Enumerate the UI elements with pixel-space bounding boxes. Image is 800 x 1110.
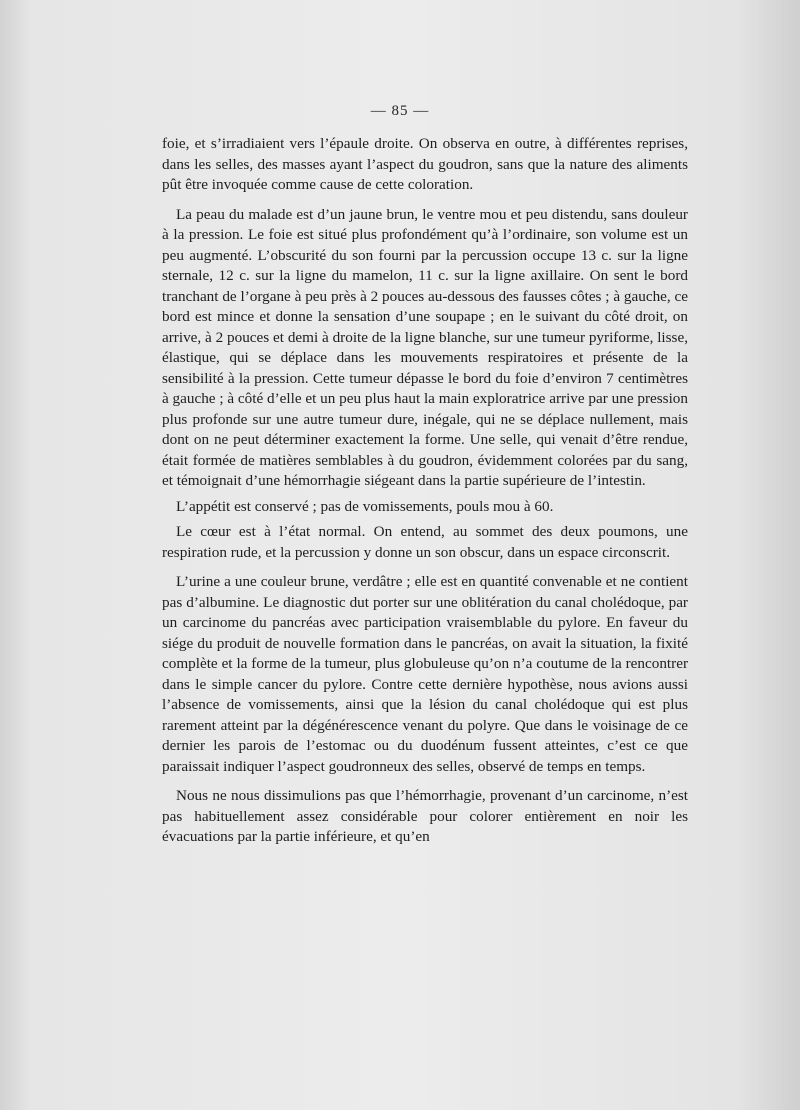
paragraph-urine-diagnosis: L’urine a une couleur brune, verdâtre ; elle est en quantité convenable et ne contient pas d’albumine. Le diagnostic dut porter sur une oblitération du canal cholédoque, par un carcinome du pancréas avec participation vraisemblable du pylore. En faveur du siége du produit de nouvelle formation dans le pancréas, on avait la situation, la fixité complète et la forme de la tumeur, plus globuleuse qu’on n’a coutume de la rencontrer dans le simple cancer du pylore. Contre cette dernière hypothèse, nous avions aussi l’absence de vomissements, ainsi que la lésion du canal cholédoque qui est plus rarement atteint par la dégénérescence venant du polyre. Que dans le voisinage de ce dernier les parois de l’estomac ou du duodénum fussent atteintes, c’est ce que paraissait indiquer l’aspect goudronneux des selles, observé de temps en temps. <box>162 573 688 775</box>
paragraph-hemorrhage: Nous ne nous dissimulions pas que l’hémorrhagie, provenant d’un carcinome, n’est pas habituellement assez considérable pour colorer entièrement en noir les évacuations par la partie inférieure, et qu’en <box>162 787 688 845</box>
page-number: — 85 — <box>370 103 430 119</box>
paragraph-heart: Le cœur est à l’état normal. On entend, au sommet des deux poumons, une respiration rude, et la percussion y donne un son obscur, dans un espace circonscrit. <box>162 523 688 561</box>
paragraph-appetite: L’appétit est conservé ; pas de vomissements, pouls mou à 60. <box>176 497 554 515</box>
paragraph-continuation: foie, et s’irradiaient vers l’épaule droite. On observa en outre, à différentes reprises, dans les selles, des masses ayant l’aspect du goudron, sans que la nature des aliments pût être invoquée comme cause de cette coloration. <box>162 135 688 193</box>
body-text <box>162 134 688 848</box>
paragraph-patient-exam: La peau du malade est d’un jaune brun, le ventre mou et peu distendu, sans douleur à la pression. Le foie est situé plus profondément qu’à l’ordinaire, son volume est un peu augmenté. L’obscurité du son fourni par la percussion occupe 13 c. sur la ligne sternale, 12 c. sur la ligne du mamelon, 11 c. sur la ligne axillaire. On sent le bord tranchant de l’organe à peu près à 2 pouces au-dessous des fausses côtes ; à gauche, ce bord est mince et donne la sensation d’une soupape ; en le suivant du côté droit, on arrive, à 2 pouces et demi à droite de la ligne blanche, sur une tumeur pyriforme, lisse, élastique, qui se déplace dans les mouvements respiratoires et présente de la sensibilité à la pression. Cette tumeur dépasse le bord du foie d’environ 7 centimètres à gauche ; à côté d’elle et un peu plus haut la main exploratrice arrive par une pression plus profonde sur une autre tumeur dure, inégale, qui ne se déplace nullement, mais dont on ne peut déterminer exactement la forme. Une selle, qui venait d’être rendue, était formée de matières semblables à du goudron, évidemment colorées par du sang, et témoignait d’une hémorrhagie siégeant dans la partie supérieure de l’intestin. <box>162 205 688 489</box>
